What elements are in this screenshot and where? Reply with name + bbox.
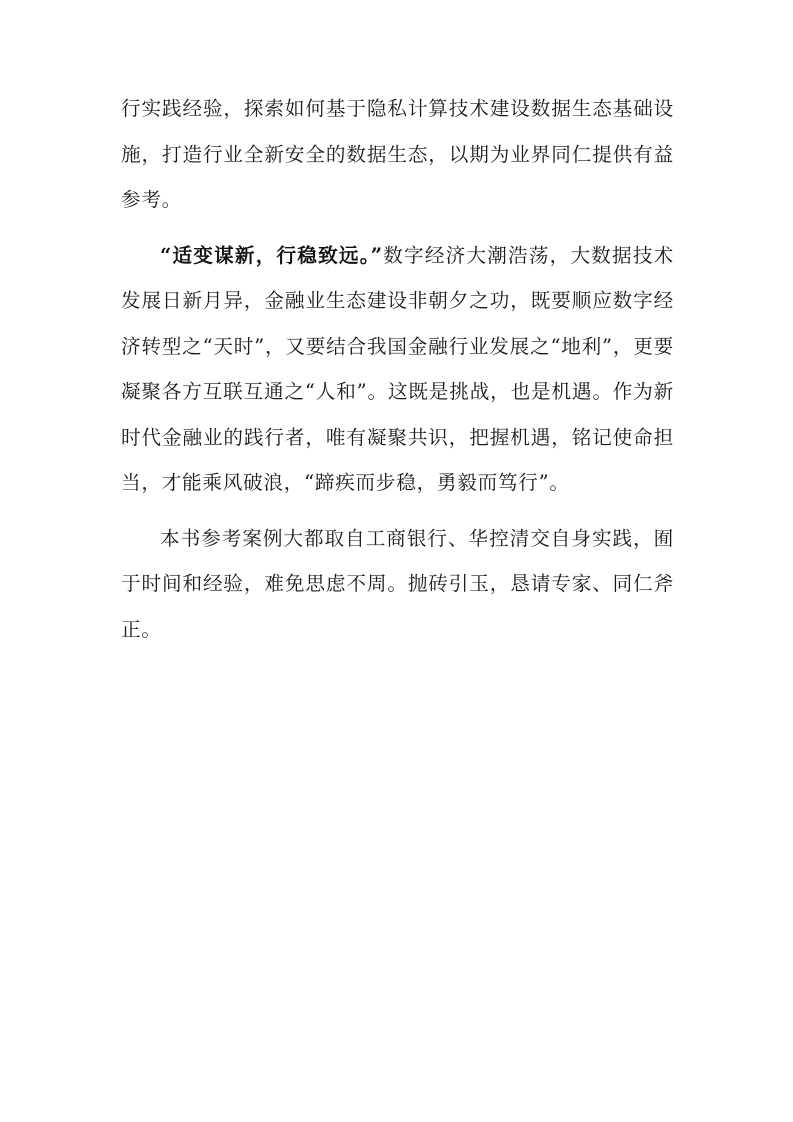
- paragraph-text: 本书参考案例大都取自工商银行、华控清交自身实践，囿于时间和经验，难免思虑不周。抛砖引玉，恳请专家、同仁斧正。: [121, 526, 674, 641]
- paragraph-text: 行实践经验，探索如何基于隐私计算技术建设数据生态基础设施，打造行业全新安全的数据生态，以期为业界同仁提供有益参考。: [121, 97, 674, 211]
- body-text: [121, 86, 674, 652]
- paragraph-text: 数字经济大潮浩荡，大数据技术发展日新月异，金融业生态建设非朝夕之功，既要顺应数字经济转型之“天时”，又要结合我国金融行业发展之“地利”，更要凝聚各方互联互通之“人和”。这既是挑战，也是机遇。作为新时代金融业的践行者，唯有凝聚共识，把握机遇，铭记使命担当，才能乘风破浪，“蹄疾而步稳，勇毅而笃行”。: [121, 243, 675, 494]
- paragraph-continuation: [121, 86, 674, 223]
- paragraph-closing: [121, 516, 674, 653]
- motto-quote: “适变谋新，行稳致远。”: [160, 243, 383, 267]
- paragraph-motto: [121, 233, 674, 506]
